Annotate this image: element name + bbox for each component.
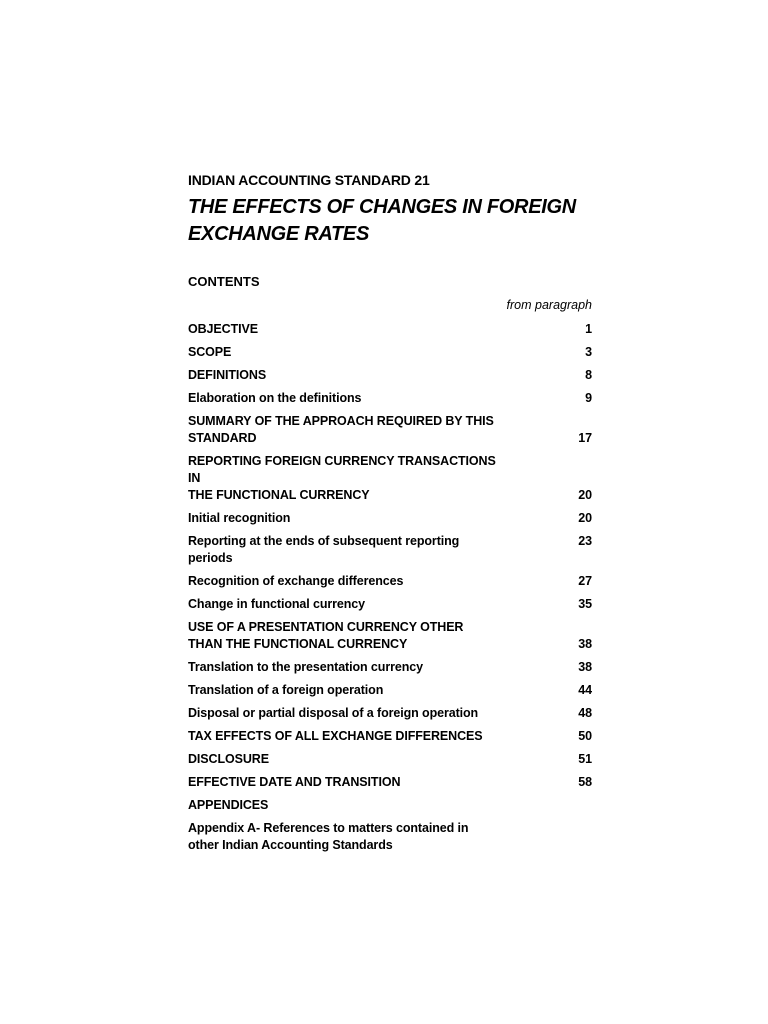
toc-label: USE OF A PRESENTATION CURRENCY OTHER THAN THE FUNCTIONAL CURRENCY	[188, 620, 464, 651]
toc-label: SUMMARY OF THE APPROACH REQUIRED BY THIS STANDARD	[188, 414, 494, 445]
toc-entry-objective	[188, 318, 592, 341]
toc-label: Appendix A- References to matters contained in other Indian Accounting Standards	[188, 821, 469, 852]
toc-paragraph-number: 3	[585, 345, 592, 359]
toc-label: Change in functional currency	[188, 597, 365, 611]
toc-paragraph-number: 23	[578, 534, 592, 548]
toc-paragraph-number: 51	[578, 752, 592, 766]
toc-entry-change-functional	[188, 593, 592, 616]
toc-paragraph-number: 50	[578, 729, 592, 743]
toc-paragraph-number: 1	[585, 322, 592, 336]
toc-entry-definitions	[188, 364, 592, 387]
toc-label: APPENDICES	[188, 798, 269, 812]
toc-paragraph-number: 8	[585, 368, 592, 382]
toc-paragraph-number: 27	[578, 574, 592, 588]
toc-label: REPORTING FOREIGN CURRENCY TRANSACTIONS IN THE FUNCTIONAL CURRENCY	[188, 454, 496, 502]
table-of-contents	[188, 318, 592, 857]
toc-label: OBJECTIVE	[188, 322, 258, 336]
toc-paragraph-number: 58	[578, 775, 592, 789]
toc-entry-tax-effects	[188, 725, 592, 748]
toc-entry-disclosure	[188, 748, 592, 771]
toc-label: Initial recognition	[188, 511, 291, 525]
toc-entry-effective-date	[188, 771, 592, 794]
toc-label: Translation to the presentation currency	[188, 660, 423, 674]
toc-paragraph-number: 38	[578, 637, 592, 651]
toc-label: SCOPE	[188, 345, 232, 359]
toc-label: Recognition of exchange differences	[188, 574, 404, 588]
toc-entry-scope	[188, 341, 592, 364]
toc-label: Reporting at the ends of subsequent reporting periods	[188, 534, 460, 565]
toc-paragraph-number: 38	[578, 660, 592, 674]
toc-label: Translation of a foreign operation	[188, 683, 384, 697]
toc-entry-recognition-differences	[188, 570, 592, 593]
toc-paragraph-number: 44	[578, 683, 592, 697]
document-page	[188, 172, 592, 857]
toc-entry-reporting-foreign-currency	[188, 450, 592, 507]
toc-label: DEFINITIONS	[188, 368, 267, 382]
toc-label: EFFECTIVE DATE AND TRANSITION	[188, 775, 401, 789]
toc-paragraph-number: 9	[585, 391, 592, 405]
toc-paragraph-number: 17	[578, 431, 592, 445]
toc-label: TAX EFFECTS OF ALL EXCHANGE DIFFERENCES	[188, 729, 483, 743]
toc-entry-elaboration	[188, 387, 592, 410]
toc-entry-reporting-ends	[188, 530, 592, 570]
toc-entry-appendix-a	[188, 817, 592, 857]
toc-entry-translation-foreign-operation	[188, 679, 592, 702]
toc-paragraph-number: 48	[578, 706, 592, 720]
toc-paragraph-number: 20	[578, 511, 592, 525]
toc-entry-initial-recognition	[188, 507, 592, 530]
toc-entry-appendices	[188, 794, 592, 817]
toc-paragraph-number: 20	[578, 488, 592, 502]
toc-entry-summary	[188, 410, 592, 450]
toc-entry-translation-presentation	[188, 656, 592, 679]
standard-number: INDIAN ACCOUNTING STANDARD 21	[188, 172, 430, 188]
toc-label: DISCLOSURE	[188, 752, 269, 766]
toc-entry-disposal	[188, 702, 592, 725]
toc-label: Elaboration on the definitions	[188, 391, 362, 405]
from-paragraph-header: from paragraph	[506, 298, 592, 312]
toc-entry-presentation-currency	[188, 616, 592, 656]
toc-paragraph-number: 35	[578, 597, 592, 611]
contents-heading: CONTENTS	[188, 274, 260, 289]
toc-label: Disposal or partial disposal of a foreign operation	[188, 706, 479, 720]
page-title: THE EFFECTS OF CHANGES IN FOREIGN EXCHANGE RATES	[188, 196, 576, 245]
